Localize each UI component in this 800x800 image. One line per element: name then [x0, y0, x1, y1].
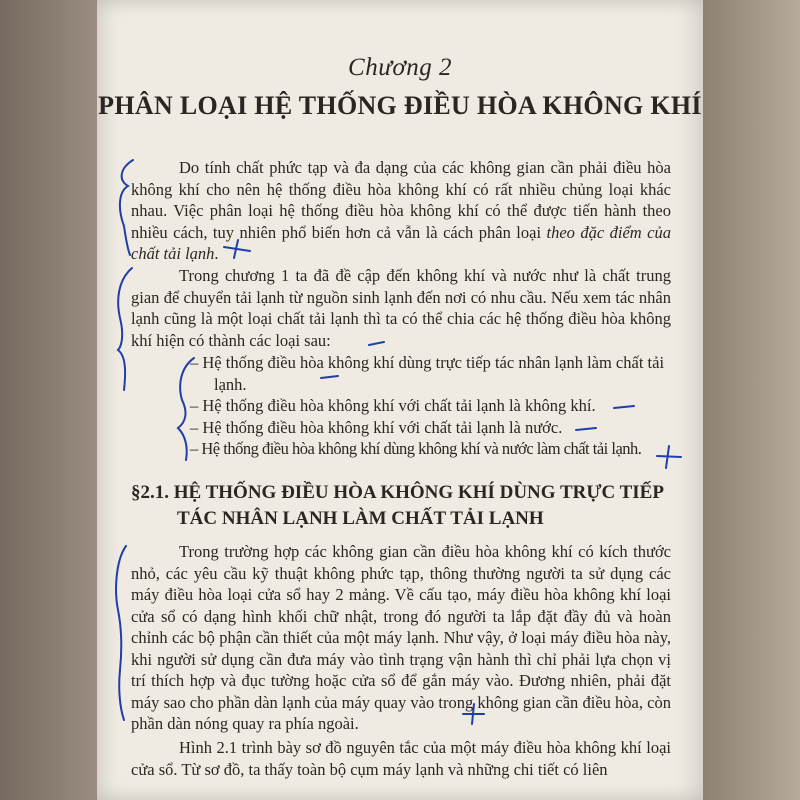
- intro-paragraph: [131, 157, 671, 265]
- section-title-line1: HỆ THỐNG ĐIỀU HÒA KHÔNG KHÍ DÙNG TRỰC TIẾP: [173, 482, 664, 503]
- section-title-line2: TÁC NHÂN LẠNH LÀM CHẤT TẢI LẠNH: [177, 508, 544, 529]
- section-paragraph: Trong trường hợp các không gian cần điều hòa không khí có kích thước nhỏ, các yêu cầu kỹ thuật không phức tạp, thông thường người ta sử dụng các máy điều hòa loại cửa sổ hay 2 mảng. Về cấu tạo, máy điều hòa không khí loại cửa sổ có dạng hình khối chữ nhật, trong đó người ta lắp đặt đầy đủ và hoàn chỉnh các bộ phận cần thiết của một máy lạnh. Như vậy, ở loại máy điều hòa này, khi người sử dụng cần đưa máy vào tình trạng vận hành thì chỉ phải lựa chọn vị trí thích hợp và đục tường hoặc cửa sổ để gắn máy vào. Đương nhiên, phải đặt máy sao cho phần dàn lạnh của máy quay vào trong không gian cần điều hòa, còn phần dàn nóng quay ra phía ngoài.: [131, 542, 671, 733]
- section-paragraph-continued: Hình 2.1 trình bày sơ đồ nguyên tắc của một máy điều hòa không khí loại cửa sổ. Từ sơ đồ, ta thấy toàn bộ cụm máy lạnh và những chi tiết có liên: [131, 738, 671, 779]
- chapter-label: Chương 2: [348, 54, 452, 81]
- chapter-title: PHÂN LOẠI HỆ THỐNG ĐIỀU HÒA KHÔNG KHÍ: [98, 91, 702, 120]
- classification-list: [190, 352, 670, 460]
- classification-paragraph: Trong chương 1 ta đã đề cập đến không khí và nước như là chất trung gian để chuyển tải lạnh từ nguồn sinh lạnh đến nơi có nhu cầu. Nếu xem tác nhân lạnh cũng là một loại chất tải lạnh thì ta có thể chia các hệ thống điều hòa không khí hiện có thành các loại sau:: [131, 266, 671, 350]
- intro-italic: theo đặc điểm của chất tải lạnh: [131, 222, 671, 263]
- section-number: §2.1.: [131, 482, 169, 503]
- section-heading: [131, 480, 691, 532]
- intro-text: Do tính chất phức tạp và đa dạng của các không gian cần phải điều hòa không khí cho nên hệ thống điều hòa không khí có rất nhiều chủng loại khác nhau. Việc phân loại hệ thống điều hòa không khí có thể được tiến hành theo nhiều cách, tuy nhiên phổ biến hơn cả vẫn là cách phân loại: [131, 158, 671, 242]
- list-item: – Hệ thống điều hòa không khí với chất tải lạnh là không khí.: [190, 396, 596, 415]
- intro-end: .: [214, 244, 219, 263]
- list-item: – Hệ thống điều hòa không khí dùng không khí và nước làm chất tải lạnh.: [190, 439, 642, 458]
- list-item: – Hệ thống điều hòa không khí với chất tải lạnh là nước.: [190, 417, 563, 437]
- list-item: – Hệ thống điều hòa không khí dùng trực tiếp tác nhân lạnh làm chất tải lạnh.: [190, 353, 665, 394]
